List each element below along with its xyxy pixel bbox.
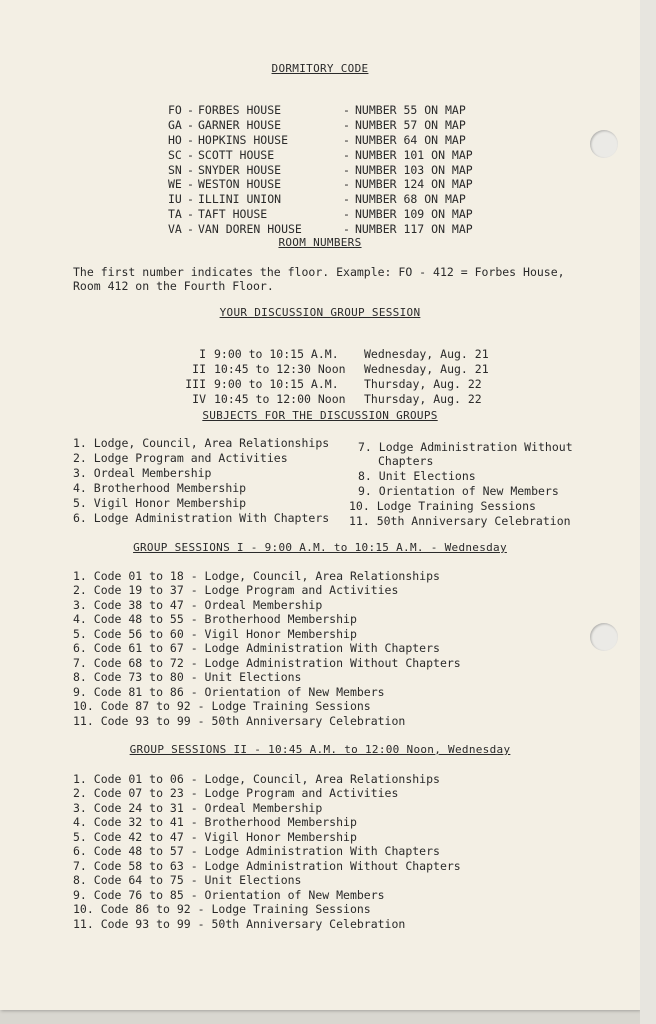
dorm-dash: - <box>187 192 194 206</box>
dorm-map-number: NUMBER 124 ON MAP <box>355 177 473 191</box>
dorm-name: VAN DOREN HOUSE <box>198 222 302 236</box>
dorm-dash: - <box>343 222 350 236</box>
list-item: 9. Code 76 to 85 - Orientation of New Members <box>73 888 385 902</box>
room-numbers-heading: ROOM NUMBERS <box>278 236 362 249</box>
dorm-dash: - <box>343 148 350 162</box>
dorm-code: SC <box>168 148 182 162</box>
subject-item: 10. Lodge Training Sessions <box>349 499 536 513</box>
session-time: 10:45 to 12:30 Noon <box>214 362 346 376</box>
subject-item: 6. Lodge Administration With Chapters <box>73 511 330 525</box>
list-item: 8. Code 64 to 75 - Unit Elections <box>73 873 302 887</box>
page-edge <box>640 0 656 1024</box>
session-time: 9:00 to 10:15 A.M. <box>214 347 339 361</box>
dorm-dash: - <box>187 207 194 221</box>
dorm-map-number: NUMBER 103 ON MAP <box>355 163 473 177</box>
list-item: 5. Code 56 to 60 - Vigil Honor Membership <box>73 627 357 641</box>
dorm-dash: - <box>343 133 350 147</box>
list-item: 3. Code 38 to 47 - Ordeal Membership <box>73 598 323 612</box>
dorm-dash: - <box>187 133 194 147</box>
dorm-code: VA <box>168 222 182 236</box>
session-number: I <box>199 347 206 361</box>
dorm-dash: - <box>187 103 194 117</box>
subject-item: 1. Lodge, Council, Area Relationships <box>73 436 330 450</box>
dorm-dash: - <box>187 222 194 236</box>
subject-item: 5. Vigil Honor Membership <box>73 496 247 510</box>
list-item: 6. Code 48 to 57 - Lodge Administration With Chapters <box>73 844 440 858</box>
dorm-map-number: NUMBER 109 ON MAP <box>355 207 473 221</box>
dorm-name: TAFT HOUSE <box>198 207 268 221</box>
dorm-name: SCOTT HOUSE <box>198 148 275 162</box>
subject-item: 4. Brotherhood Membership <box>73 481 247 495</box>
list-item: 4. Code 48 to 55 - Brotherhood Membership <box>73 612 357 626</box>
dorm-code: WE <box>168 177 182 191</box>
session-day: Wednesday, Aug. 21 <box>364 362 489 376</box>
session-number: III <box>185 377 206 391</box>
list-item: 4. Code 32 to 41 - Brotherhood Membership <box>73 815 357 829</box>
dorm-dash: - <box>187 118 194 132</box>
session-time: 9:00 to 10:15 A.M. <box>214 377 339 391</box>
dorm-map-number: NUMBER 64 ON MAP <box>355 133 466 147</box>
dorm-name: ILLINI UNION <box>198 192 282 206</box>
session-number: II <box>192 362 206 376</box>
list-item: 9. Code 81 to 86 - Orientation of New Members <box>73 685 385 699</box>
dorm-map-number: NUMBER 68 ON MAP <box>355 192 466 206</box>
dorm-name: SNYDER HOUSE <box>198 163 282 177</box>
discussion-session-heading: YOUR DISCUSSION GROUP SESSION <box>219 306 421 319</box>
group-sessions-1-heading: GROUP SESSIONS I - 9:00 A.M. to 10:15 A.M. - Wednesday <box>133 541 507 554</box>
dorm-dash: - <box>343 207 350 221</box>
list-item: 6. Code 61 to 67 - Lodge Administration With Chapters <box>73 641 440 655</box>
subject-item: 2. Lodge Program and Activities <box>73 451 288 465</box>
session-day: Wednesday, Aug. 21 <box>364 347 489 361</box>
dorm-code: TA <box>168 207 182 221</box>
list-item: 10. Code 86 to 92 - Lodge Training Sessions <box>73 902 371 916</box>
list-item: 8. Code 73 to 80 - Unit Elections <box>73 670 302 684</box>
list-item: 11. Code 93 to 99 - 50th Anniversary Celebration <box>73 917 406 931</box>
list-item: 1. Code 01 to 18 - Lodge, Council, Area Relationships <box>73 569 440 583</box>
list-item: 5. Code 42 to 47 - Vigil Honor Membership <box>73 830 357 844</box>
list-item: 10. Code 87 to 92 - Lodge Training Sessions <box>73 699 371 713</box>
list-item: 1. Code 01 to 06 - Lodge, Council, Area Relationships <box>73 772 440 786</box>
dorm-dash: - <box>343 103 350 117</box>
room-numbers-text: The first number indicates the floor. Example: FO - 412 = Forbes House, Room 412 on the Fourth Floor. <box>73 265 565 293</box>
subject-item-continuation: Chapters <box>378 454 434 468</box>
list-item: 7. Code 58 to 63 - Lodge Administration Without Chapters <box>73 859 461 873</box>
dorm-dash: - <box>343 118 350 132</box>
subject-item: 9. Orientation of New Members <box>358 484 559 498</box>
session-time: 10:45 to 12:00 Noon <box>214 392 346 406</box>
group-sessions-2-heading: GROUP SESSIONS II - 10:45 A.M. to 12:00 Noon, Wednesday <box>129 743 511 756</box>
dorm-dash: - <box>187 148 194 162</box>
dormitory-code-heading: DORMITORY CODE <box>271 62 369 75</box>
session-day: Thursday, Aug. 22 <box>364 377 482 391</box>
dorm-dash: - <box>343 177 350 191</box>
dorm-code: GA <box>168 118 182 132</box>
session-day: Thursday, Aug. 22 <box>364 392 482 406</box>
subject-item: 7. Lodge Administration Without <box>358 440 573 454</box>
dorm-code: IU <box>168 192 182 206</box>
subject-item: 3. Ordeal Membership <box>73 466 212 480</box>
list-item: 7. Code 68 to 72 - Lodge Administration Without Chapters <box>73 656 461 670</box>
dorm-code: FO <box>168 103 182 117</box>
punch-hole-middle <box>590 623 618 651</box>
subjects-heading: SUBJECTS FOR THE DISCUSSION GROUPS <box>202 409 438 422</box>
list-item: 3. Code 24 to 31 - Ordeal Membership <box>73 801 323 815</box>
dorm-code: HO <box>168 133 182 147</box>
dorm-map-number: NUMBER 57 ON MAP <box>355 118 466 132</box>
punch-hole-top <box>590 130 618 158</box>
subject-item: 8. Unit Elections <box>358 469 476 483</box>
subject-item: 11. 50th Anniversary Celebration <box>349 514 571 528</box>
dorm-code: SN <box>168 163 182 177</box>
dorm-map-number: NUMBER 55 ON MAP <box>355 103 466 117</box>
list-item: 2. Code 19 to 37 - Lodge Program and Activities <box>73 583 399 597</box>
session-number: IV <box>192 392 206 406</box>
list-item: 2. Code 07 to 23 - Lodge Program and Activities <box>73 786 399 800</box>
dorm-dash: - <box>187 177 194 191</box>
dorm-dash: - <box>343 163 350 177</box>
dorm-map-number: NUMBER 101 ON MAP <box>355 148 473 162</box>
list-item: 11. Code 93 to 99 - 50th Anniversary Celebration <box>73 714 406 728</box>
dorm-name: WESTON HOUSE <box>198 177 282 191</box>
dorm-name: HOPKINS HOUSE <box>198 133 289 147</box>
dorm-dash: - <box>187 163 194 177</box>
dorm-dash: - <box>343 192 350 206</box>
dorm-name: GARNER HOUSE <box>198 118 282 132</box>
dorm-map-number: NUMBER 117 ON MAP <box>355 222 473 236</box>
dorm-name: FORBES HOUSE <box>198 103 282 117</box>
